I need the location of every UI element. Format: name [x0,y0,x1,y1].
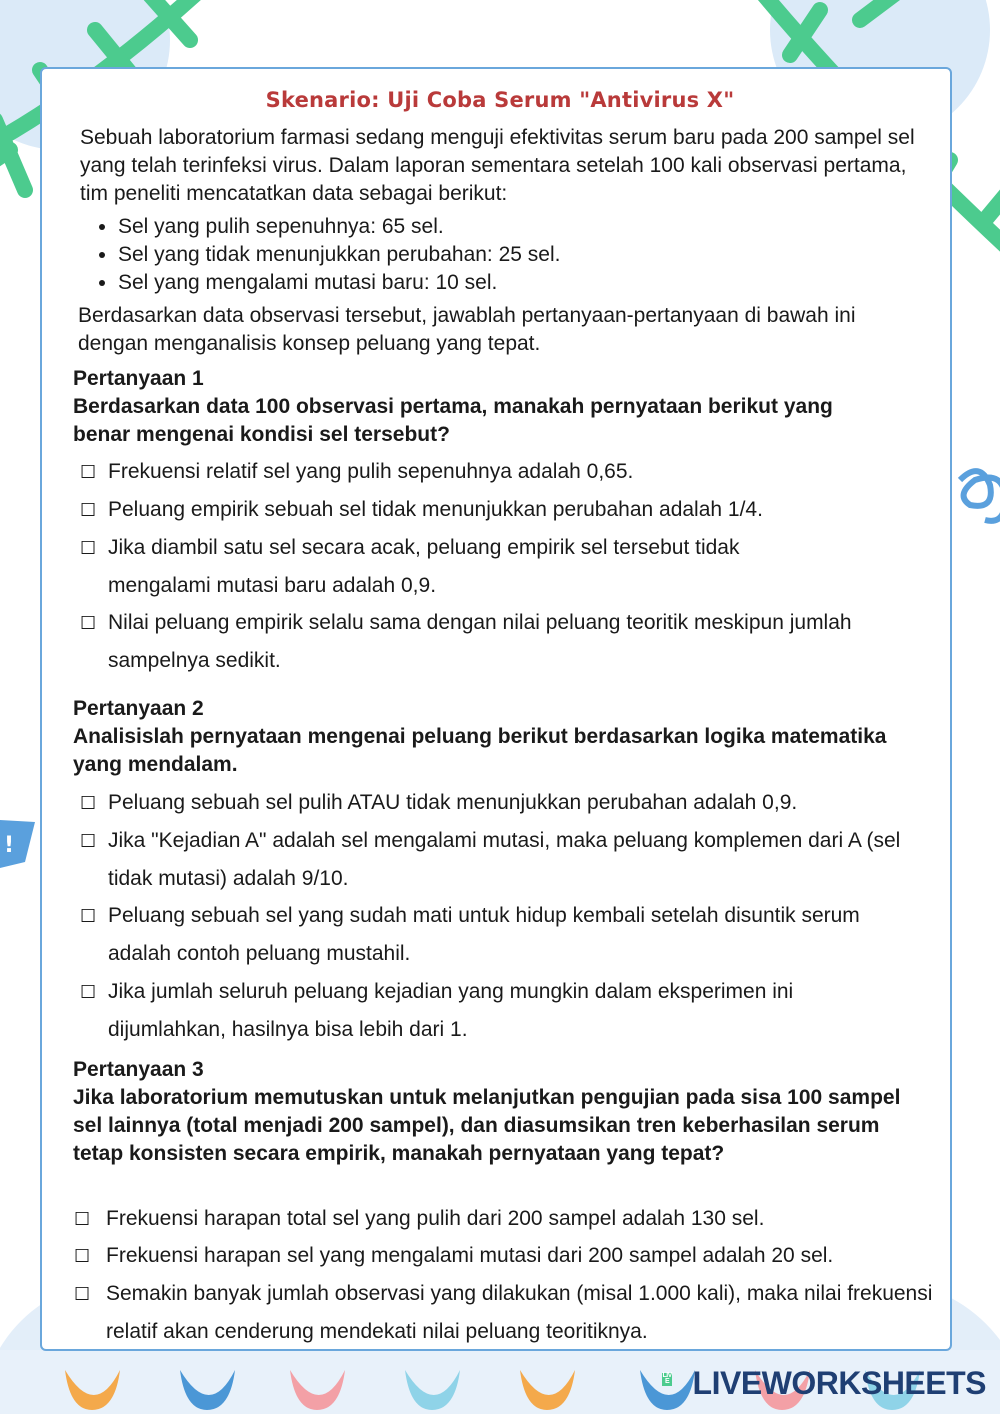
option-label: Semakin banyak jumlah observasi yang dilakukan (misal 1.000 kali), maka nilai frekuensi relatif akan cenderung mendekati nilai peluang teoritiknya. [106,1282,933,1343]
question-3-option-2[interactable] [74,1237,944,1275]
option-label: Frekuensi harapan sel yang mengalami mutasi dari 200 sampel adalah 20 sel. [106,1244,834,1267]
question-2-label: Pertanyaan 2 [73,697,204,720]
checkbox-icon[interactable]: ☐ [80,793,97,813]
question-2-text: Analisislah pernyataan mengenai peluang berikut berdasarkan logika matematika yang mendalam. [73,725,887,776]
question-3-label: Pertanyaan 3 [73,1058,204,1081]
option-label: Frekuensi relatif sel yang pulih sepenuhnya adalah 0,65. [108,460,634,483]
question-3-option-3[interactable] [74,1275,944,1351]
checkbox-icon[interactable]: ☐ [80,982,97,1002]
svg-text:!: ! [4,833,15,858]
checkbox-icon[interactable]: ☐ [80,831,97,851]
instruction-paragraph: Berdasarkan data observasi tersebut, jawablah pertanyaan-pertanyaan di bawah ini dengan menganalisis konsep peluang yang tepat. [78,304,856,355]
bullet-item: • Sel yang mengalami mutasi baru: 10 sel. [118,269,918,297]
option-label: Jika diambil satu sel secara acak, peluang empirik sel tersebut tidak mengalami mutasi baru adalah 0,9. [108,536,740,597]
option-label: Frekuensi harapan total sel yang pulih dari 200 sampel adalah 130 sel. [106,1207,765,1230]
checkbox-icon[interactable]: ☐ [80,906,97,926]
option-label: Nilai peluang empirik selalu sama dengan nilai peluang teoritik meskipun jumlah sampelnya sedikit. [108,611,852,672]
question-2-option-4[interactable] [80,973,900,1049]
checkbox-icon[interactable]: ☐ [74,1246,91,1266]
checkbox-icon[interactable]: ☐ [80,462,97,482]
question-2-option-1[interactable] [80,784,920,822]
question-1-option-3[interactable] [80,529,840,605]
bullet-item: • Sel yang pulih sepenuhnya: 65 sel. [118,213,918,241]
checkbox-icon[interactable]: ☐ [80,500,97,520]
question-3-text: Jika laboratorium memutuskan untuk melanjutkan pengujian pada sisa 100 sampel sel lainnya (total menjadi 200 sampel), dan diasumsikan tren keberhasilan serum tetap konsisten secara empirik, manakah pernyataan yang tepat? [73,1086,901,1165]
question-1-text: Berdasarkan data 100 observasi pertama, manakah pernyataan berikut yang benar mengenai kondisi sel tersebut? [73,395,833,446]
liveworksheets-logo[interactable] [662,1365,986,1402]
question-2-option-2[interactable] [80,822,910,898]
option-label: Peluang sebuah sel pulih ATAU tidak menunjukkan perubahan adalah 0,9. [108,791,798,814]
question-1-label: Pertanyaan 1 [73,367,204,390]
bullet-item: • Sel yang tidak menunjukkan perubahan: 25 sel. [118,241,918,269]
option-label: Jika "Kejadian A" adalah sel mengalami mutasi, maka peluang komplemen dari A (sel tidak mutasi) adalah 9/10. [108,829,901,890]
question-3-option-1[interactable] [74,1200,944,1238]
checkbox-icon[interactable]: ☐ [80,613,97,633]
page-title: Skenario: Uji Coba Serum "Antivirus X" [265,88,735,112]
question-2-option-3[interactable] [80,897,900,973]
question-1-option-4[interactable] [80,604,880,680]
checkbox-icon[interactable]: ☐ [74,1284,91,1304]
intro-paragraph: Sebuah laboratorium farmasi sedang menguji efektivitas serum baru pada 200 sampel sel yang telah terinfeksi virus. Dalam laporan sementara setelah 100 kali observasi pertama, tim peneliti mencatatkan data sebagai berikut: [80,126,915,205]
option-label: Peluang sebuah sel yang sudah mati untuk hidup kembali setelah disuntik serum adalah contoh peluang mustahil. [108,904,860,965]
data-bullet-list [96,213,918,297]
checkbox-icon[interactable]: ☐ [74,1209,91,1229]
option-label: Jika jumlah seluruh peluang kejadian yang mungkin dalam eksperimen ini dijumlahkan, hasilnya bisa lebih dari 1. [108,980,794,1041]
question-1-option-2[interactable] [80,491,920,529]
question-1-option-1[interactable] [80,453,920,491]
option-label: Peluang empirik sebuah sel tidak menunjukkan perubahan adalah 1/4. [108,498,763,521]
logo-text: LIVEWORKSHEETS [692,1365,986,1401]
logo-icon: LIVE [662,1371,672,1386]
checkbox-icon[interactable]: ☐ [80,538,97,558]
